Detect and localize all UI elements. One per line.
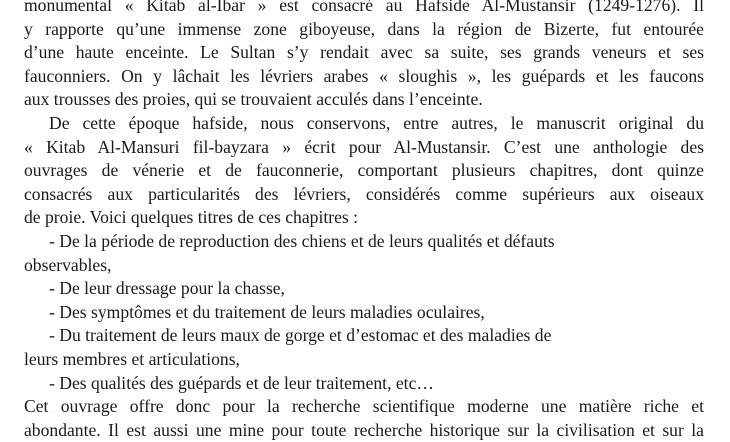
text-line: fauconniers. On y lâchait les lévriers arabes « sloughis », les guépards et les faucons bbox=[24, 65, 704, 86]
text-line: leurs membres et articulations, bbox=[24, 348, 240, 369]
text-line: y rapporte qu’une immense zone giboyeuse, dans la région de Bizerte, fut entourée bbox=[24, 18, 704, 39]
text-line: - De la période de reproduction des chiens et de leurs qualités et défauts bbox=[49, 230, 555, 251]
text-line: - Des qualités des guépards et de leur traitement, etc… bbox=[49, 372, 434, 393]
text-line: monumental « Kitab al-Ibar » est consacré au Hafside Al-Mustansir (1249-1276). Il bbox=[24, 0, 704, 15]
document-body bbox=[24, 0, 704, 442]
text-line: de proie. Voici quelques titres de ces chapitres : bbox=[24, 207, 359, 228]
text-line: observables, bbox=[24, 254, 112, 275]
text-line: ouvrages de vénerie et de fauconnerie, comportant plusieurs chapitres, dont quinze bbox=[24, 160, 704, 181]
text-line: - Des symptômes et du traitement de leurs maladies oculaires, bbox=[49, 301, 485, 322]
text-line: d’une haute enceinte. Le Sultan s’y rendait avec sa suite, ses grands veneurs et ses bbox=[24, 42, 704, 63]
text-line: De cette époque hafside, nous conservons, entre autres, le manuscrit original du bbox=[49, 112, 704, 133]
text-line: - De leur dressage pour la chasse, bbox=[49, 278, 285, 299]
text-line: abondante. Il est aussi une mine pour toute recherche historique sur la civilisation et sur la bbox=[24, 419, 704, 440]
text-line: consacrés aux particularités des lévriers, considérés comme supérieurs aux oiseaux bbox=[24, 183, 704, 204]
text-line: Cet ouvrage offre donc pour la recherche scientifique moderne une matière riche et bbox=[24, 396, 704, 417]
text-line: « Kitab Al-Mansuri fil-bayzara » écrit pour Al-Mustansir. C’est une anthologie des bbox=[24, 136, 704, 157]
text-line: - Du traitement de leurs maux de gorge et d’estomac et des maladies de bbox=[49, 325, 552, 346]
text-line: aux trousses des proies, qui se trouvaient acculés dans l’enceinte. bbox=[24, 89, 483, 110]
